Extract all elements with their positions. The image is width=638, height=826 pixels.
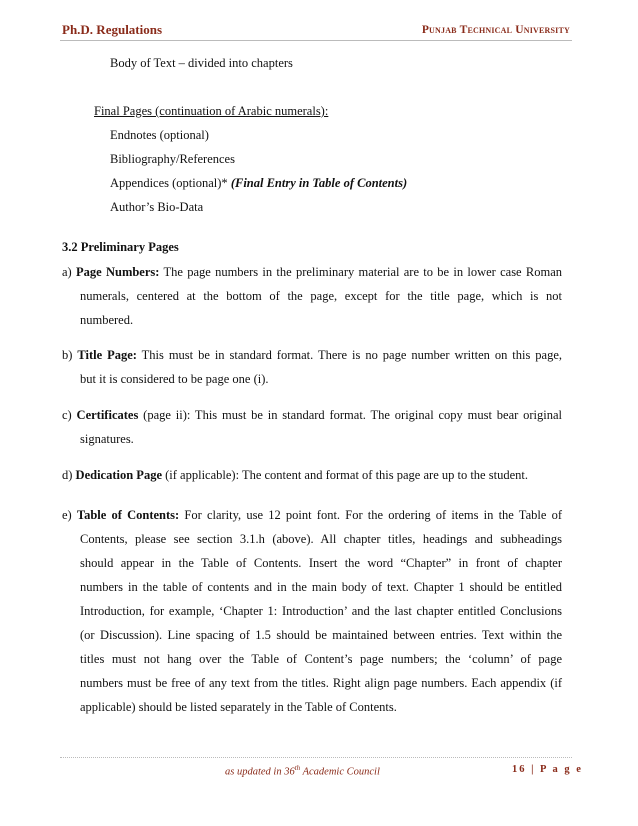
- header-title: Ph.D. Regulations: [62, 22, 163, 37]
- item-e-line-7: titles must not hang over the Table of Content’s page numbers; the ‘column’ of page: [80, 652, 562, 666]
- footer-note-sup: th: [294, 764, 301, 772]
- item-a-title: Page Numbers:: [76, 265, 160, 279]
- final-item-bibliography: Bibliography/References: [110, 152, 235, 166]
- item-dedication-page: [62, 463, 562, 487]
- final-item-appendices: [110, 176, 407, 191]
- page-number: 16 | P a g e: [512, 764, 583, 775]
- item-e-line-3: should appear in the Table of Contents. Insert the word “Chapter” in front of chapter: [80, 556, 562, 570]
- item-a-line-2: numerals, centered at the bottom of the page, except for the title page, which is not: [80, 289, 562, 303]
- item-e-line-6: (or Discussion). Line spacing of 1.5 should be maintained between entries. Text within the: [80, 628, 562, 642]
- item-e-title: Table of Contents:: [76, 508, 180, 522]
- section-heading: 3.2 Preliminary Pages: [62, 240, 179, 254]
- item-d-title: Dedication Page: [75, 468, 162, 482]
- footer-note-pre: as updated in 36: [225, 766, 295, 778]
- appendices-note: (Final Entry in Table of Contents): [230, 176, 408, 190]
- item-e-line-5: Introduction, for example, ‘Chapter 1: Introduction’ and the last chapter entitled Conclusions: [80, 604, 562, 618]
- item-e-first-line: For clarity, use 12 point font. For the ordering of items in the Table of: [179, 508, 562, 522]
- item-a-first-line: The page numbers in the preliminary material are to be in lower case Roman: [159, 265, 562, 279]
- footer-note-post: Academic Council: [300, 766, 380, 778]
- final-pages-heading: Final Pages (continuation of Arabic numerals):: [94, 104, 329, 118]
- header-university: Punjab Technical University: [421, 24, 570, 36]
- item-c-title: Certificates: [76, 408, 139, 422]
- item-d-prefix: d): [62, 468, 76, 482]
- item-b-line-2: but it is considered to be page one (i).: [80, 372, 269, 386]
- item-c-prefix: c): [62, 408, 77, 422]
- item-c-first-line: (page ii): This must be in standard format. The original copy must bear original: [138, 408, 562, 422]
- item-title-page: [62, 343, 562, 391]
- item-d-first-line: (if applicable): The content and format of this page are up to the student.: [162, 468, 528, 482]
- item-e-line-9: applicable) should be listed separately in the Table of Contents.: [80, 700, 397, 714]
- item-a-prefix: a): [62, 265, 76, 279]
- body-text-line: Body of Text – divided into chapters: [110, 56, 293, 70]
- item-b-prefix: b): [62, 348, 78, 362]
- item-e-line-4: numbers in the table of contents and in the main body of text. Chapter 1 should be entitled: [80, 580, 562, 594]
- final-item-bio-data: Author’s Bio-Data: [110, 200, 204, 214]
- appendices-text: Appendices (optional)*: [110, 176, 231, 190]
- item-b-first-line: This must be in standard format. There is no page number written on this page,: [136, 348, 562, 362]
- item-table-of-contents: [62, 503, 562, 719]
- footer-divider: [60, 757, 572, 758]
- final-item-endnotes: Endnotes (optional): [110, 128, 209, 142]
- item-e-line-2: Contents, please see section 3.1.h (above). All chapter titles, headings and subheadings: [80, 532, 562, 546]
- item-e-prefix: e): [62, 508, 77, 522]
- item-c-line-2: signatures.: [80, 432, 134, 446]
- item-b-title: Title Page:: [77, 348, 137, 362]
- footer-update-note: [225, 764, 380, 778]
- item-e-line-8: numbers must be free of any text from the titles. Right align page numbers. Each appendix (if: [80, 676, 562, 690]
- header-divider: [60, 40, 572, 41]
- item-page-numbers: [62, 260, 562, 332]
- item-certificates: [62, 403, 562, 451]
- item-a-line-3: numbered.: [80, 313, 134, 327]
